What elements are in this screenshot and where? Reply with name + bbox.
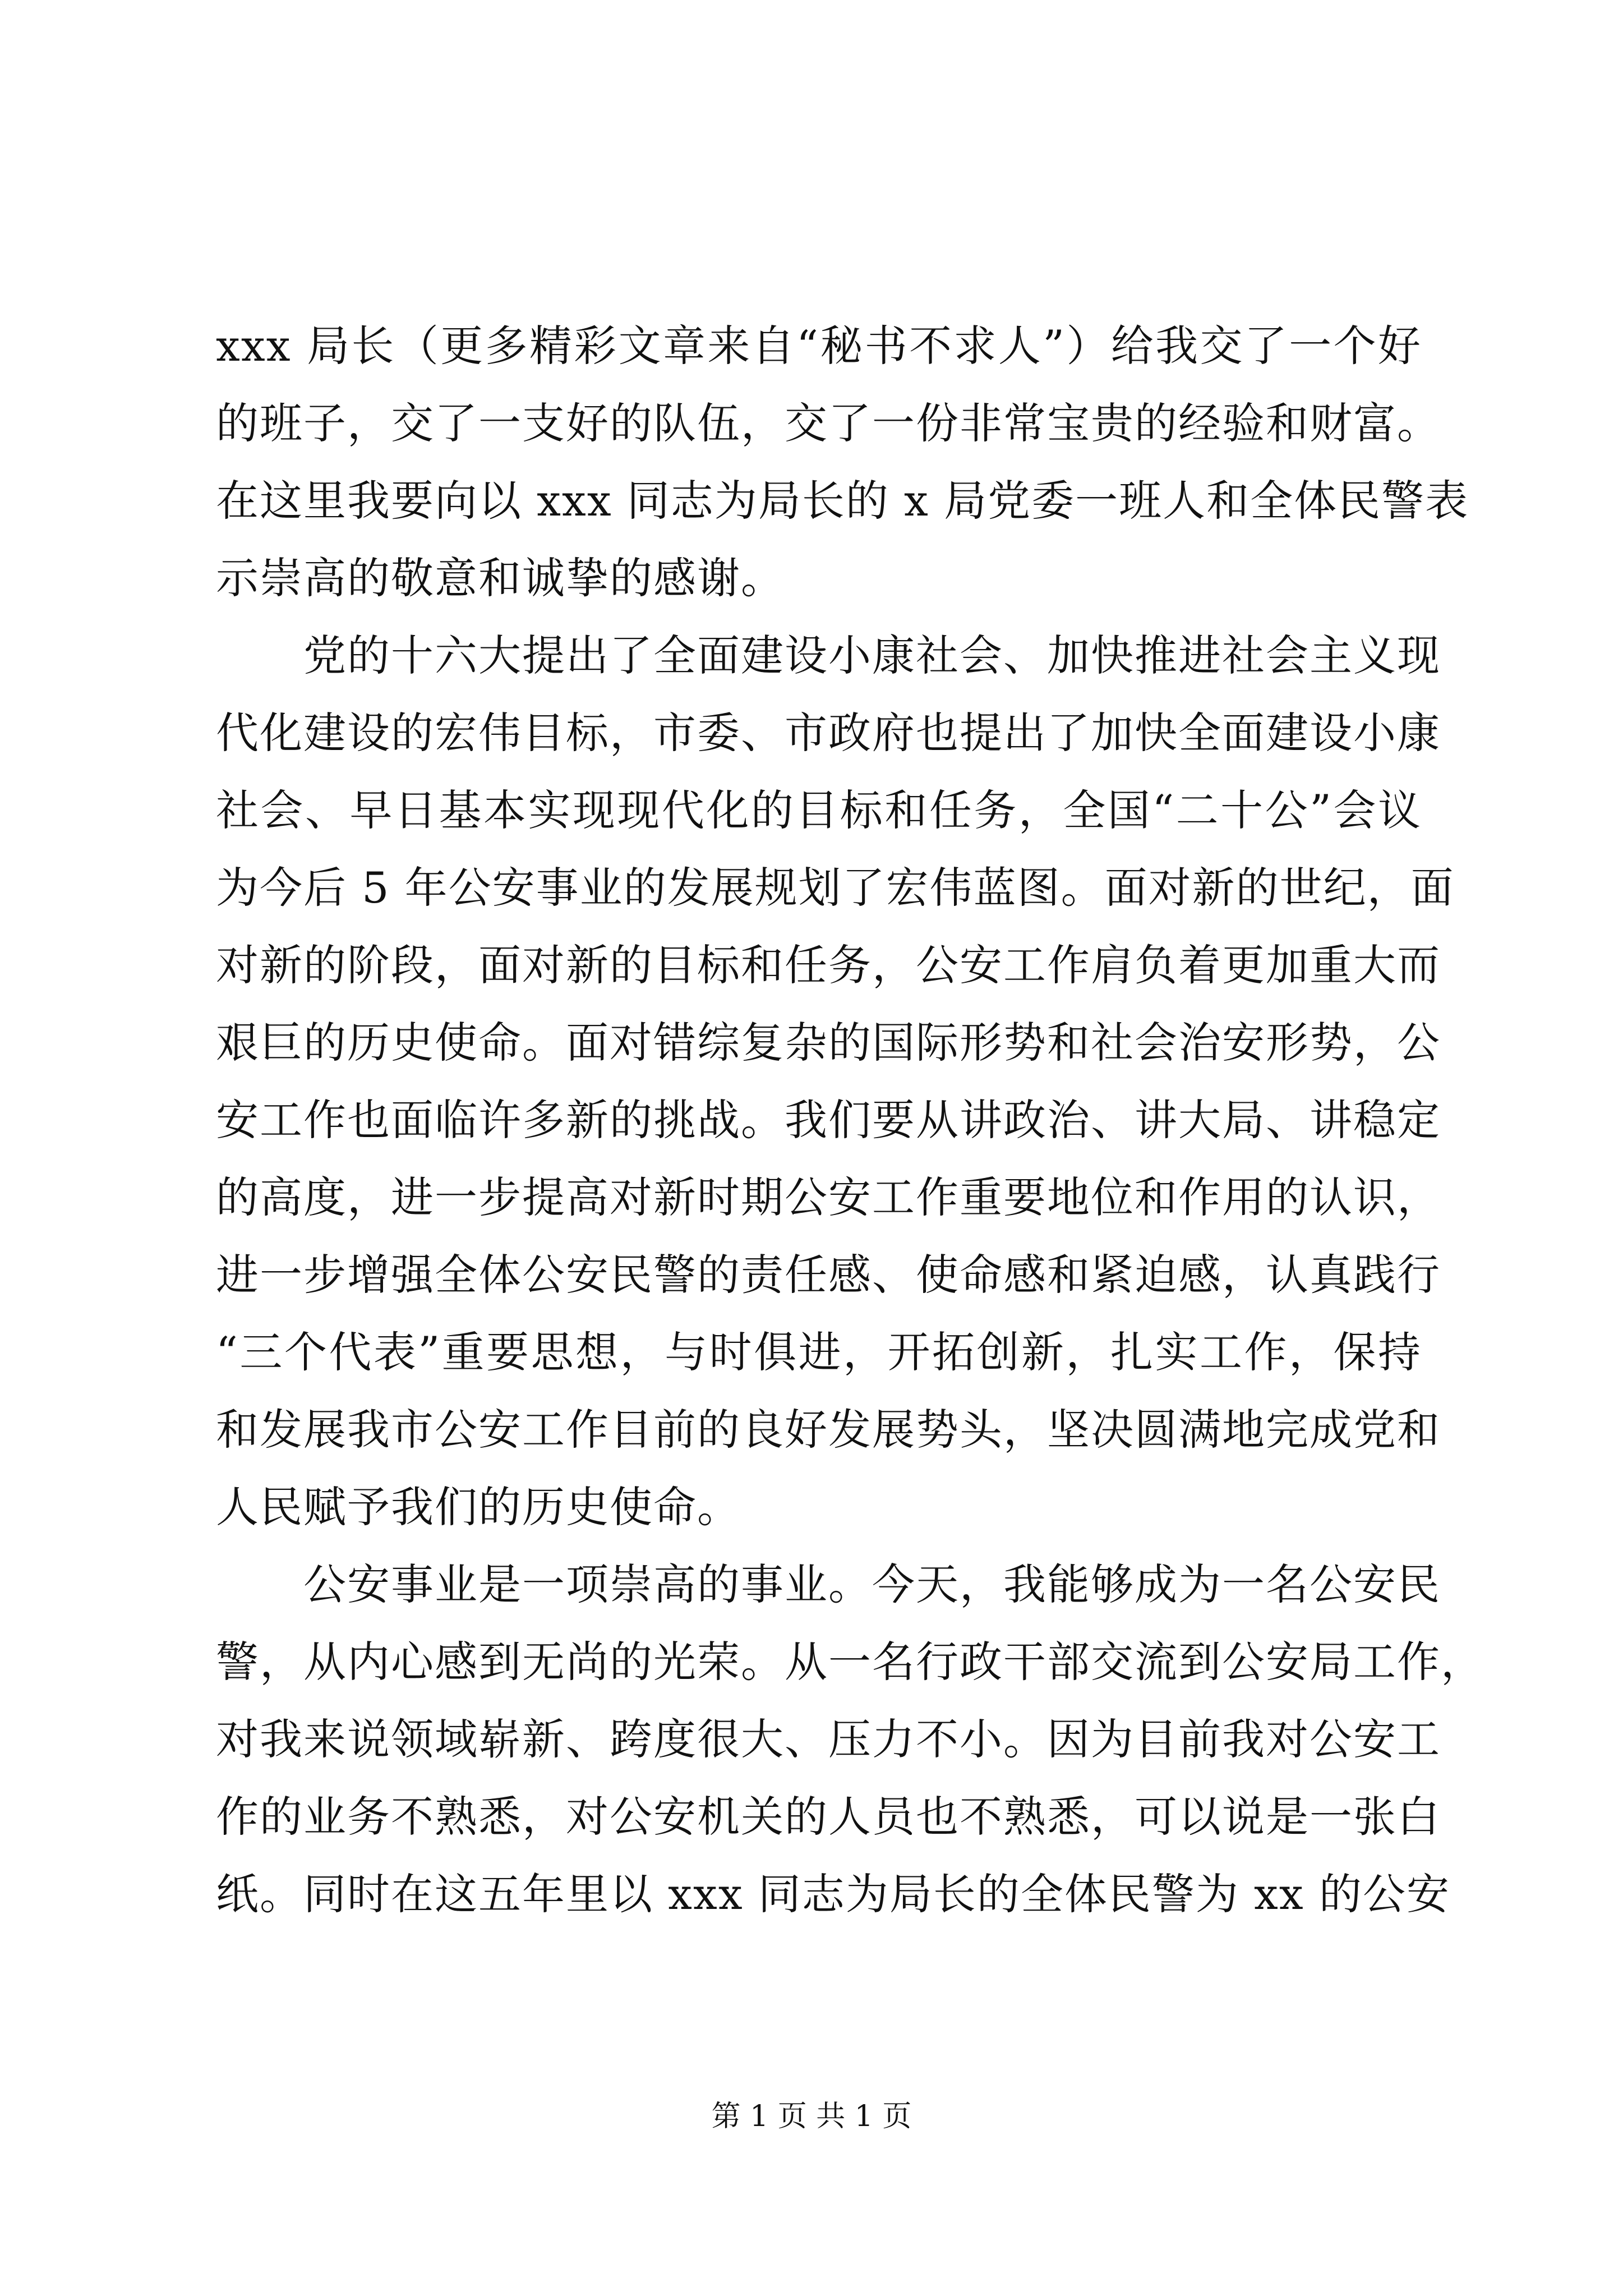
text-line: 的高度，进一步提高对新时期公安工作重要地位和作用的认识， bbox=[216, 1172, 1441, 1222]
text-line: 代化建设的宏伟目标，市委、市政府也提出了加快全面建设小康 bbox=[216, 708, 1441, 758]
text-line: xxx 局长（更多精彩文章来自“秘书不求人”）给我交了一个好 bbox=[216, 321, 1422, 371]
text-line: 在这里我要向以 xxx 同志为局长的 x 局党委一班人和全体民警表 bbox=[216, 476, 1469, 526]
text-line: 作的业务不熟悉，对公安机关的人员也不熟悉，可以说是一张白 bbox=[216, 1792, 1441, 1842]
page-number-footer: 第 1 页 共 1 页 bbox=[711, 2100, 912, 2133]
text-line: “三个代表”重要思想，与时俱进，开拓创新，扎实工作，保持 bbox=[216, 1327, 1422, 1377]
text-line: 艰巨的历史使命。面对错综复杂的国际形势和社会治安形势，公 bbox=[216, 1018, 1441, 1068]
text-line: 进一步增强全体公安民警的责任感、使命感和紧迫感，认真践行 bbox=[216, 1250, 1441, 1300]
text-line: 对我来说领域崭新、跨度很大、压力不小。因为目前我对公安工 bbox=[216, 1714, 1441, 1764]
text-line: 为今后 5 年公安事业的发展规划了宏伟蓝图。面对新的世纪，面 bbox=[216, 863, 1455, 913]
text-line: 纸。同时在这五年里以 xxx 同志为局长的全体民警为 xx 的公安 bbox=[216, 1869, 1450, 1919]
text-line: 人民赋予我们的历史使命。 bbox=[216, 1482, 741, 1532]
text-line: 对新的阶段，面对新的目标和任务，公安工作肩负着更加重大而 bbox=[216, 940, 1441, 990]
text-line: 警，从内心感到无尚的光荣。从一名行政干部交流到公安局工作， bbox=[216, 1637, 1484, 1687]
text-line: 的班子，交了一支好的队伍，交了一份非常宝贵的经验和财富。 bbox=[216, 398, 1441, 448]
text-line: 示崇高的敬意和诚挚的感谢。 bbox=[216, 553, 785, 603]
text-line: 公安事业是一项崇高的事业。今天，我能够成为一名公安民 bbox=[216, 1559, 1441, 1609]
document-body bbox=[216, 307, 1484, 1933]
text-line: 和发展我市公安工作目前的良好发展势头，坚决圆满地完成党和 bbox=[216, 1405, 1441, 1455]
text-line: 社会、早日基本实现现代化的目标和任务，全国“二十公”会议 bbox=[216, 785, 1422, 835]
text-line: 党的十六大提出了全面建设小康社会、加快推进社会主义现 bbox=[216, 631, 1441, 680]
text-line: 安工作也面临许多新的挑战。我们要从讲政治、讲大局、讲稳定 bbox=[216, 1095, 1441, 1145]
